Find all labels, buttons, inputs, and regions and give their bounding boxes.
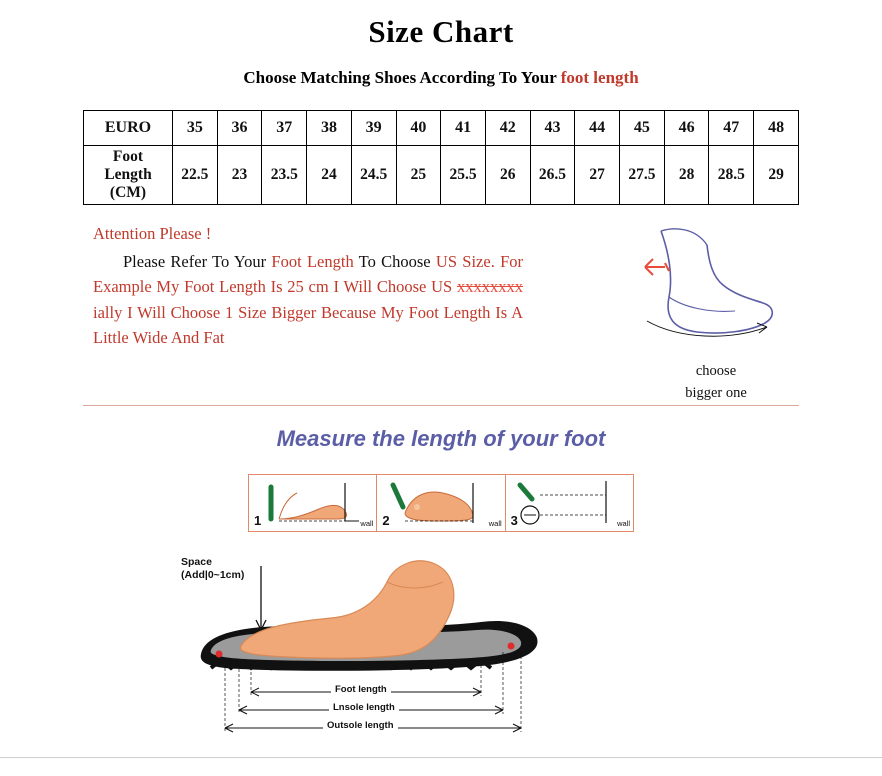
attention-line-4: Bigger Because My Foot Length Is A Little Wide [93, 302, 523, 348]
foot-length-cell: 24 [307, 146, 352, 205]
row-label-line-1: Foot [112, 148, 144, 166]
dimension-label-insole-length: Lnsole length [329, 702, 399, 713]
euro-size-cell: 40 [396, 111, 441, 146]
table-row-foot-length [84, 146, 799, 205]
euro-size-cell: 36 [217, 111, 262, 146]
foot-length-cell: 27.5 [620, 146, 665, 205]
euro-size-cell: 38 [307, 111, 352, 146]
euro-size-cell: 44 [575, 111, 620, 146]
row-label-line-2: Length [104, 166, 152, 184]
bottom-divider [0, 757, 882, 758]
euro-size-cell: 47 [709, 111, 754, 146]
attention-line-3b: ially I Will Choose 1 Size [93, 302, 267, 322]
foot-length-cell: 23 [217, 146, 262, 205]
choose-bigger-callout [651, 361, 781, 405]
size-chart-page [0, 14, 882, 776]
space-label-line-1: Space [181, 556, 212, 568]
size-chart-table [83, 110, 799, 205]
space-label-line-2: (Add|0~1cm) [181, 569, 245, 582]
attention-paragraph [93, 249, 523, 351]
foot-length-cell: 24.5 [351, 146, 396, 205]
euro-size-cell: 46 [664, 111, 709, 146]
attention-line-2: US Size. For Example My Foot Length Is 25 cm I [93, 251, 524, 297]
section-divider [83, 405, 799, 406]
page-title: Size Chart [368, 14, 514, 49]
dimension-label-foot-length: Foot length [331, 684, 391, 695]
foot-length-cell: 22.5 [173, 146, 218, 205]
measure-steps-panel [248, 474, 634, 532]
row-label-foot-length [84, 146, 173, 205]
attention-line-1b: Foot Length [271, 251, 354, 271]
row-label-euro: EURO [84, 111, 173, 146]
attention-line-5: And Fat [170, 328, 225, 348]
foot-length-cell: 26.5 [530, 146, 575, 205]
euro-size-cell: 35 [173, 111, 218, 146]
euro-size-cell: 48 [754, 111, 799, 146]
attention-text-block [93, 221, 523, 351]
foot-length-cell: 27 [575, 146, 620, 205]
step-wall-label: wall [488, 519, 502, 528]
euro-size-cell: 37 [262, 111, 307, 146]
step-wall-label: wall [617, 519, 630, 528]
euro-size-cell: 41 [441, 111, 486, 146]
euro-size-cell: 43 [530, 111, 575, 146]
attention-section [83, 221, 799, 401]
measure-section-title: Measure the length of your foot [276, 426, 606, 451]
step-number: 2 [382, 513, 390, 528]
attention-heading: Attention Please ! [93, 224, 212, 243]
row-label-line-3: (CM) [109, 183, 147, 201]
size-table-wrapper [83, 110, 799, 205]
page-subtitle [0, 68, 882, 88]
measure-step-3 [506, 475, 633, 531]
table-row-euro [84, 111, 799, 146]
foot-length-cell: 23.5 [262, 146, 307, 205]
euro-size-cell: 45 [620, 111, 665, 146]
foot-length-cell: 28 [664, 146, 709, 205]
foot-length-cell: 28.5 [709, 146, 754, 205]
foot-outline-icon [639, 223, 789, 358]
foot-length-cell: 25 [396, 146, 441, 205]
space-label [181, 556, 244, 582]
attention-line-1c: To Choose [353, 251, 431, 271]
foot-length-cell: 29 [754, 146, 799, 205]
dimension-label-outsole-length: Outsole length [323, 720, 398, 731]
euro-size-cell: 42 [485, 111, 530, 146]
step-number: 3 [510, 513, 518, 528]
foot-measurement-diagram [181, 542, 701, 742]
foot-length-cell: 26 [485, 146, 530, 205]
subtitle-main-text: Choose Matching Shoes According To Your [243, 68, 561, 87]
attention-line-3a: Will Choose US [343, 277, 457, 297]
euro-size-cell: 39 [351, 111, 396, 146]
attention-line-1a: Please Refer To Your [123, 251, 272, 271]
foot-sole-illustration [181, 542, 701, 742]
callout-line-2: bigger one [685, 384, 747, 401]
measure-step-2 [377, 475, 505, 531]
attention-line-3-strike: xxxxxxxx [457, 277, 523, 297]
measure-step-1 [249, 475, 377, 531]
foot-length-cell: 25.5 [441, 146, 486, 205]
step-wall-label: wall [360, 519, 374, 528]
callout-line-1: choose [695, 363, 737, 379]
subtitle-accent-text: foot length [560, 68, 639, 87]
step-number: 1 [254, 513, 262, 528]
